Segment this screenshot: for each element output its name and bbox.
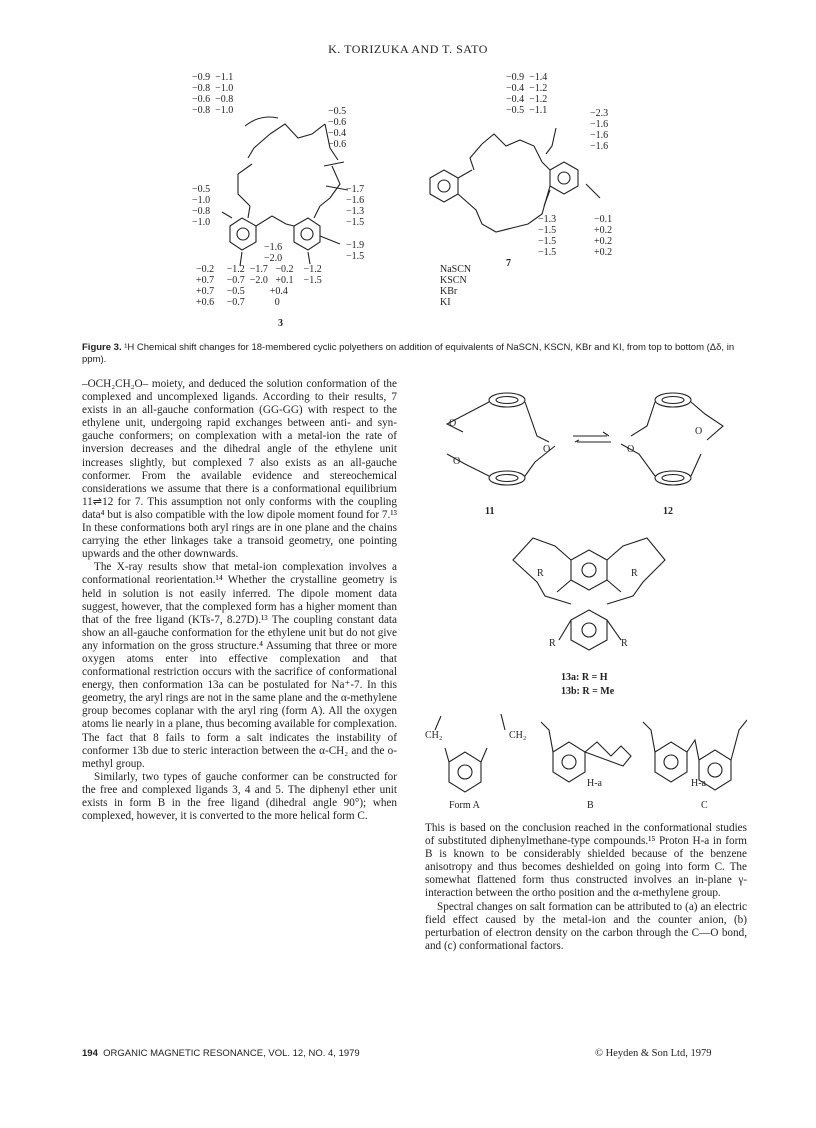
ch2-left: CH₂ <box>425 730 443 741</box>
journal-name: ORGANIC MAGNETIC RESONANCE, VOL. 12, NO. 4, 1979 <box>103 1048 360 1059</box>
form-a-drawing <box>435 714 505 792</box>
atom-o-11c: O <box>453 456 461 467</box>
atom-r-left: R <box>537 568 544 579</box>
structure-11 <box>447 393 555 485</box>
ring-3-left <box>230 218 256 250</box>
atom-r-bottom-right: R <box>621 638 628 649</box>
label-13b: 13b: R = Me <box>561 686 615 697</box>
shifts-7-top: −0.9 −1.4 −0.4 −1.2 −0.4 −1.2 −0.5 −1.1 <box>506 72 548 116</box>
atom-o-11a: O <box>449 418 457 429</box>
caption-label: Figure 3. <box>82 342 122 353</box>
shifts-3-top-left: −0.9 −1.1 −0.8 −1.0 −0.6 −0.8 −0.8 −1.0 <box>192 72 234 116</box>
compound-3-label: 3 <box>278 318 283 329</box>
shifts-3-top-right: −0.5 −0.6 −0.4 −0.6 <box>328 106 347 150</box>
left-paragraph-3: Similarly, two types of gauche conformer can be constructed for the free and complexed ligands 3, 4 and 5. The diphenyl ether unit exists in form B in the free ligand (dihedral angle 90°); when complexed, however, it is converted to the more helical form C. <box>82 770 397 823</box>
shifts-3-inner: −1.6 −2.0 <box>264 242 283 264</box>
structure-12 <box>621 393 723 485</box>
salt-list: NaSCN KSCN KBr KI <box>440 264 472 308</box>
crown-7-top <box>482 134 542 162</box>
right-paragraph-1: This is based on the conclusion reached in the conformational studies of substituted diphenylmethane-type compounds.¹⁵ Proton H-a in form B is known to be considerably shielded because of the benzene anisotropy and thus becomes deshielded on going into form C. The somewhat flattened form thus constructed involves an in-plane γ-interaction between the ortho position and the α-methylene group. <box>425 822 747 900</box>
label-11: 11 <box>485 506 495 517</box>
left-paragraph-2: The X-ray results show that metal-ion complexation involves a conformational reorientation.¹⁴ Whether the crystalline geometry is held in solution is not easily inferred. The dipole moment data suggest, however, that the complexed form has a higher moment than that of the free ligand (KTs-7, 8.27D).¹³ The coupling constant data show an all-gauche conformation for the ethylene unit but do not give any information on the gross structure.⁴ Assuming that three or more oxygen atoms enter into effective complexation and that conformational restriction occurs with the sacrifice of conformational energy, then conformation 13a can be postulated for Na⁺-7. In this geometry, the aryl rings are not in the same plane and the α-methylene group becomes coplanar with the aryl ring (form A). All the oxygen atoms lie nearly in a plane, thus becoming available for complexation. The fact that 8 fails to form a salt indicates the instability of conformer 13b due to steric interaction between the α-CH₂ and the o-methyl group. <box>82 561 397 770</box>
figure-3-caption <box>82 342 742 366</box>
structure-13 <box>513 538 665 650</box>
ha-c: H-a <box>691 778 706 789</box>
atom-r-bottom-left: R <box>549 638 556 649</box>
shifts-7-bottom-left: −1.3 −1.5 −1.5 −1.5 <box>538 214 557 258</box>
figure-3 <box>190 66 630 334</box>
diphenyl-ether-link <box>256 216 294 226</box>
label-13a: 13a: R = H <box>561 672 608 683</box>
shifts-3-ring-right: −1.9 −1.5 <box>346 240 365 262</box>
crown-7-bottom <box>458 186 550 232</box>
ring-7-right <box>550 162 578 194</box>
right-column <box>425 822 747 953</box>
compound-7-label: 7 <box>506 258 511 269</box>
shifts-3-mid-left: −0.5 −1.0 −0.8 −1.0 <box>192 184 211 228</box>
ring-7-left <box>430 170 458 202</box>
atom-o-12a: O <box>695 426 703 437</box>
form-c-label: C <box>701 800 708 811</box>
conformer-structures <box>425 384 747 814</box>
shifts-3-bottom: −0.2 −1.2 −1.7 −0.2 −1.2 +0.7 −0.7 −2.0 +0.1 −1.5 +0.7 −0.5 +0.4 +0.6 −0.7 0 <box>196 264 322 308</box>
crown-chain-sides <box>248 124 338 160</box>
atom-o-11b: O <box>543 444 551 455</box>
label-12: 12 <box>663 506 673 517</box>
shifts-7-right: −2.3 −1.6 −1.6 −1.6 <box>590 108 609 152</box>
form-b-drawing <box>541 722 631 782</box>
page-number: 194 <box>82 1048 98 1059</box>
crown-chain-mid <box>238 164 340 206</box>
ch2-right: CH₂ <box>509 730 527 741</box>
footer-copyright: © Heyden & Son Ltd, 1979 <box>595 1048 712 1059</box>
ring-3-right <box>294 218 320 250</box>
left-paragraph-1: –OCH₂CH₂O– moiety, and deduced the solution conformation of the complexed and uncomplexed ligands. According to their results, 7 exists in an all-gauche conformation (GG-GG) with respect to the ethylene unit, undergoing rapid exchanges between anti- and syn-gauche conformers; on complexation with a metal-ion the rate of inversion decreases and the dihedral angle of the ethylene unit increases slightly, but complexed 7 also exists as an all-gauche conformer. From the available evidence and stereochemical considerations we assume that there is a conformational equilibrium 11⇌12 for 7. This assumption not only conforms with the coupling data⁴ but is also compatible with the low dipole moment found for 7.¹³ In these conformations both aryl rings are in one plane and the chains carrying the ether linkages take a transoid geometry, one pointing upwards and the other downwards. <box>82 378 397 561</box>
shifts-7-bottom-right: −0.1 +0.2 +0.2 +0.2 <box>594 214 613 258</box>
footer-journal <box>82 1048 360 1059</box>
shifts-3-mid-right: −1.7 −1.6 −1.3 −1.5 <box>346 184 365 228</box>
caption-text: ¹H Chemical shift changes for 18-membered cyclic polyethers on addition of equivalents of NaSCN, KSCN, KBr and KI, from top to bottom (Δδ, in ppm). <box>82 342 735 365</box>
right-paragraph-2: Spectral changes on salt formation can be attributed to (a) an electric field effect caused by the metal-ion and the counter anion, (b) perturbation of electron density on the carbon through the C—O bond, and (c) conformational factors. <box>425 900 747 952</box>
running-header: K. TORIZUKA AND T. SATO <box>328 42 488 56</box>
conformer-drawings <box>425 384 747 814</box>
ha-b: H-a <box>587 778 602 789</box>
atom-o-12b: O <box>627 444 635 455</box>
form-a-label: Form A <box>449 800 480 811</box>
crown-chain-top <box>270 124 325 138</box>
equilibrium-arrows <box>573 432 611 442</box>
form-b-label: B <box>587 800 594 811</box>
atom-r-right: R <box>631 568 638 579</box>
left-column <box>82 378 397 823</box>
